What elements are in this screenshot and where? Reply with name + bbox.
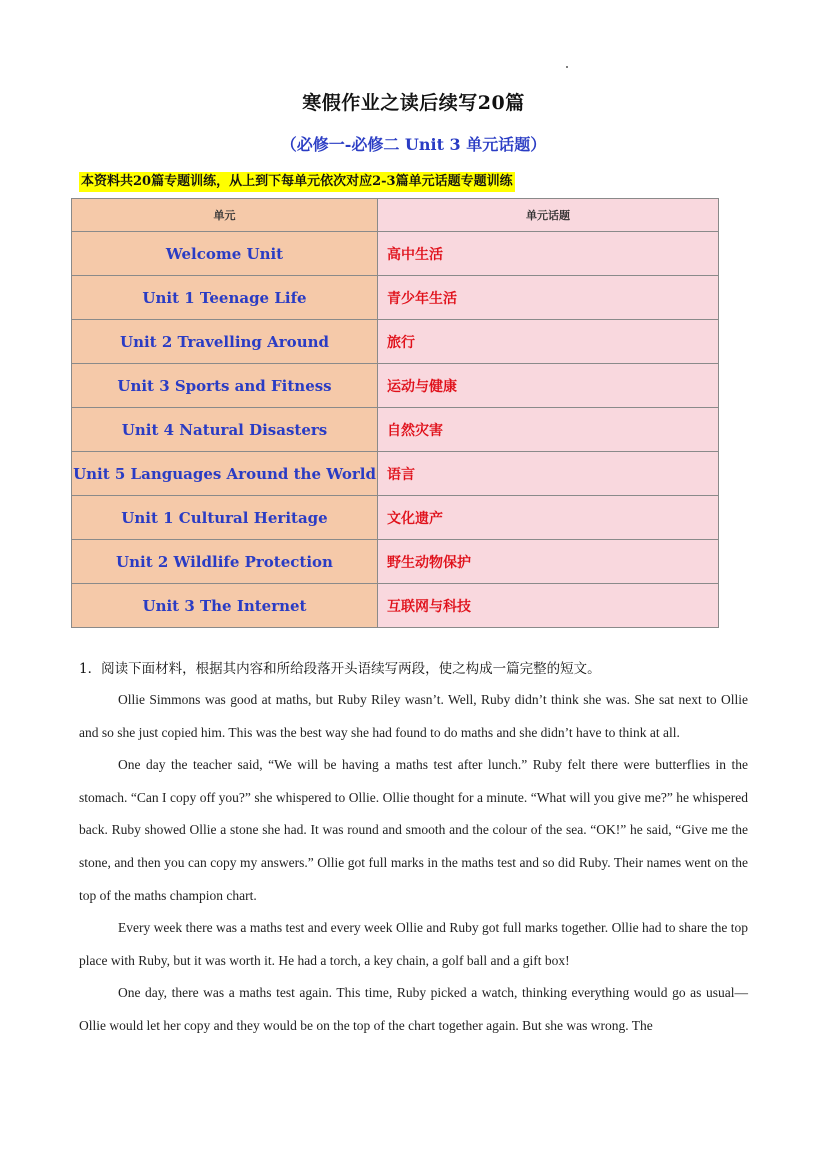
table-row	[72, 452, 719, 496]
table-row	[72, 364, 719, 408]
topic-cell: 互联网与科技	[378, 584, 719, 628]
table-row	[72, 232, 719, 276]
topic-cell: 旅行	[378, 320, 719, 364]
page-subtitle: （必修一-必修二 Unit 3 单元话题）	[280, 135, 547, 154]
table-row	[72, 276, 719, 320]
stray-dot-mark	[566, 66, 568, 68]
table-row	[72, 540, 719, 584]
passage-paragraph: Ollie Simmons was good at maths, but Ruby Riley wasn’t. Well, Ruby didn’t think she was. She sat next to Ollie and so she just copied him. This was the best way she had found to do maths and she didn’t have to think at all.	[79, 692, 748, 740]
table-row	[72, 496, 719, 540]
passage-paragraph: One day the teacher said, “We will be having a maths test after lunch.” Ruby felt there were butterflies in the stomach. “Can I copy off you?” she whispered to Ollie. Ollie thought for a minute. “What will you give me?” he whispered back. Ruby showed Ollie a stone she had. It was round and smooth and the colour of the sea. “OK!” he said, “Give me the stone, and then you can copy my answers.” Ollie got full marks in the maths test and so did Ruby. Their names went on the top of the maths champion chart.	[79, 757, 748, 903]
page-title: 寒假作业之读后续写20篇	[302, 92, 525, 114]
reading-passage	[79, 684, 748, 1043]
unit-cell: Welcome Unit	[72, 232, 378, 276]
topic-cell: 语言	[378, 452, 719, 496]
table-row	[72, 584, 719, 628]
topic-cell: 文化遗产	[378, 496, 719, 540]
topic-cell: 自然灾害	[378, 408, 719, 452]
highlight-notice: 本资料共20篇专题训练，从上到下每单元依次对应2-3篇单元话题专题训练	[79, 172, 515, 192]
unit-cell: Unit 4 Natural Disasters	[72, 408, 378, 452]
unit-cell: Unit 1 Cultural Heritage	[72, 496, 378, 540]
passage-paragraph: One day, there was a maths test again. This time, Ruby picked a watch, thinking everything would go as usual—Ollie would let her copy and they would be on the top of the chart together again. But she was wrong. The	[79, 985, 748, 1033]
unit-cell: Unit 2 Travelling Around	[72, 320, 378, 364]
unit-topic-table	[71, 198, 719, 628]
topic-cell: 野生动物保护	[378, 540, 719, 584]
topic-cell: 运动与健康	[378, 364, 719, 408]
question-instruction: 1．阅读下面材料，根据其内容和所给段落开头语续写两段，使之构成一篇完整的短文。	[79, 661, 601, 677]
unit-cell: Unit 5 Languages Around the World	[72, 452, 378, 496]
unit-cell: Unit 3 Sports and Fitness	[72, 364, 378, 408]
table-row	[72, 408, 719, 452]
header-topic: 单元话题	[378, 199, 719, 232]
topic-cell: 青少年生活	[378, 276, 719, 320]
unit-cell: Unit 2 Wildlife Protection	[72, 540, 378, 584]
unit-cell: Unit 1 Teenage Life	[72, 276, 378, 320]
unit-cell: Unit 3 The Internet	[72, 584, 378, 628]
table-header-row	[72, 199, 719, 232]
table-row	[72, 320, 719, 364]
header-unit: 单元	[72, 199, 378, 232]
passage-paragraph: Every week there was a maths test and every week Ollie and Ruby got full marks together. Ollie had to share the top place with Ruby, but it was worth it. He had a torch, a key chain, a golf ball and a gift box!	[79, 920, 748, 968]
topic-cell: 高中生活	[378, 232, 719, 276]
